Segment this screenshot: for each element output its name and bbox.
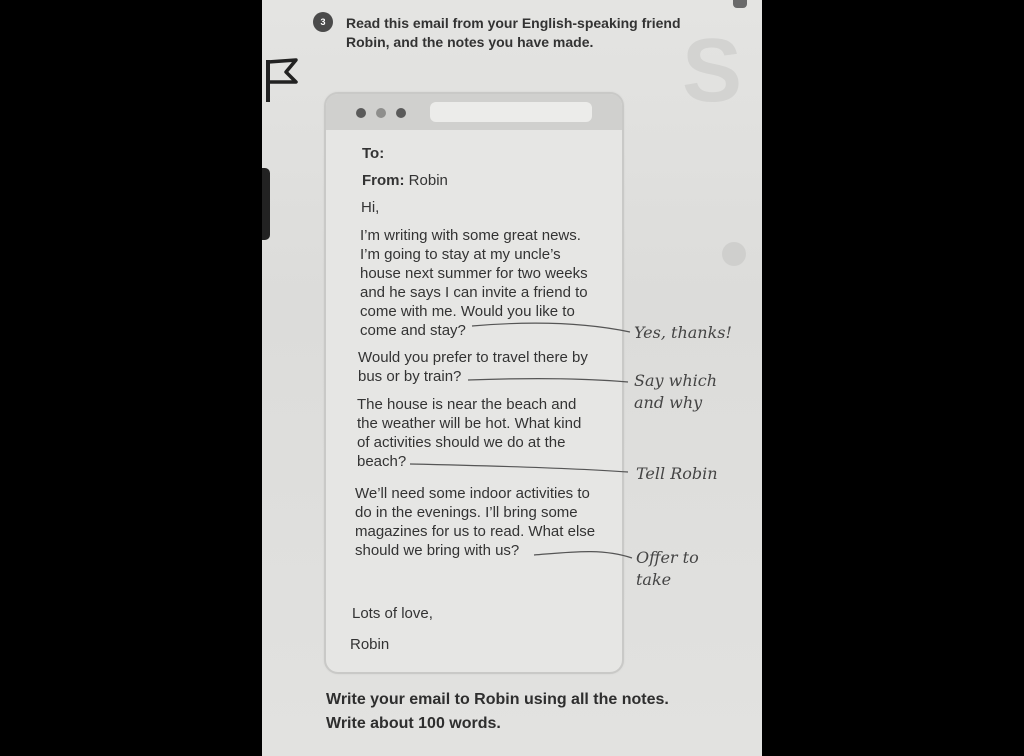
window-dot-icon (356, 108, 366, 118)
page-decoration-dot (722, 242, 746, 266)
window-dot-icon (376, 108, 386, 118)
note-yes-thanks: Yes, thanks! (634, 323, 732, 342)
email-signoff: Lots of love, (352, 605, 433, 622)
page-corner-mark (733, 0, 747, 8)
email-paragraph-3: The house is near the beach and the weather will be hot. What kind of activities should we do at the beach? (357, 396, 582, 470)
email-signature: Robin (350, 636, 390, 653)
email-to-label: To: (362, 145, 385, 162)
note-tell-robin: Tell Robin (636, 464, 718, 483)
page-edge-mark (262, 168, 270, 240)
note-say-which: Say which and why (634, 371, 718, 412)
flag-icon (262, 52, 302, 104)
task-number-badge: 3 (313, 12, 333, 32)
email-from-value: Robin (408, 172, 448, 189)
address-bar (430, 102, 592, 122)
email-greeting: Hi, (361, 199, 380, 216)
note-offer-to-take: Offer to take (636, 548, 699, 589)
email-from-label: From: (362, 172, 405, 189)
email-paragraph-1: I’m writing with some great news. I’m going to stay at my uncle’s house next summer for two weeks and he says I can invite a friend to come with me. Would you like to come and stay? (360, 227, 588, 339)
writing-instruction: Write your email to Robin using all the notes. Write about 100 words. (326, 691, 669, 732)
window-dot-icon (396, 108, 406, 118)
textbook-page (262, 0, 762, 756)
email-from-line (362, 171, 448, 190)
email-paragraph-2: Would you prefer to travel there by bus or by train? (358, 349, 588, 385)
background-decoration: S (682, 21, 743, 121)
task-instruction: Read this email from your English-speaking friend Robin, and the notes you have made. (346, 15, 681, 50)
email-titlebar (326, 94, 622, 130)
email-paragraph-4: We’ll need some indoor activities to do in the evenings. I’ll bring some magazines for us to read. What else should we bring with us? (355, 485, 596, 559)
